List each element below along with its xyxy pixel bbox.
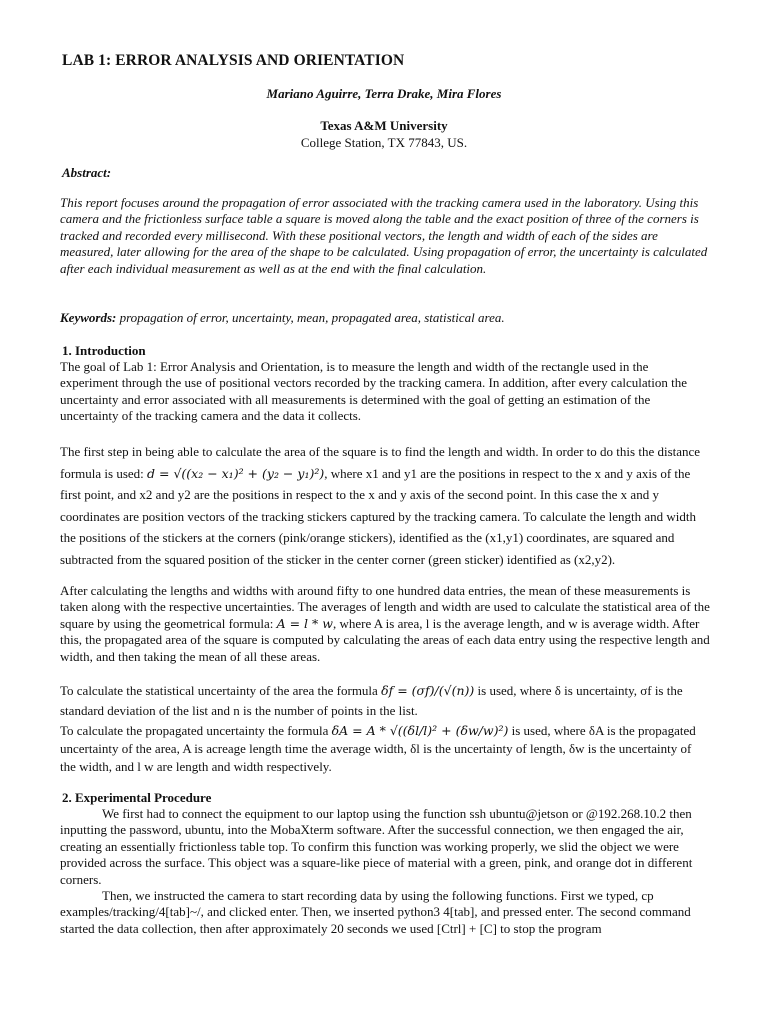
section-heading-procedure: 2. Experimental Procedure xyxy=(62,790,212,805)
statistical-uncertainty-formula: δf = (σf)/(√(n)) xyxy=(381,683,475,698)
distance-formula: d = √((x₂ − x₁)² + (y₂ − y₁)²) xyxy=(147,465,325,481)
area-formula: A = l * w xyxy=(276,615,333,631)
intro-paragraph-1: The goal of Lab 1: Error Analysis and Orientation, is to measure the length and width of the rectangle used in the experiment through the use of positional vectors recorded by the tracking camera. In addition, after every calculation the uncertainty and error associated with all measurements is determined with the goal of getting an estimation of the uncertainty of the tracking camera and the data it collects. xyxy=(60,359,688,424)
abstract-body: This report focuses around the propagation of error associated with the tracking camera used in the laboratory. Using this camera and the frictionless surface table a square is moved along the table and the exact position of three of the corners is tracked and recorded every millisecond. With these positional vectors, the length and width of each of the sides are measured, later allowing for the area of the shape to be calculated. Using propagation of error, the uncertainty is calculated after each individual measurement as well as at the end with the final calculation. xyxy=(60,195,708,276)
section-heading-introduction: 1. Introduction xyxy=(62,343,146,358)
procedure-paragraph-2: Then, we instructed the camera to start recording data by using the following functions. First we typed, cp examples/tracking/4[tab]~/, and clicked enter. Then, we inserted python3 4[tab], and pressed enter. The second command started the data collection, then after approximately 20 seconds we used [Ctrl] + [C] to stop the program xyxy=(60,888,691,936)
intro-p3-text-after: , where A is area, l is the average length, and w is average width. After this, the propagated area of the square is computed by calculating the areas of each data entry using the respective length and width, and then taking the mean of all these areas. xyxy=(60,615,710,664)
propagated-uncertainty-formula: δA = A * √((δl/l)² + (δw/w)²) xyxy=(331,723,509,738)
intro-p4-text-after: is used, where δ is uncertainty, σf is the standard deviation of the list and n is the number of points in the list. xyxy=(60,683,683,718)
affiliation xyxy=(0,117,768,151)
intro-paragraph-3 xyxy=(60,583,710,665)
intro-paragraph-4 xyxy=(60,681,710,721)
intro-p5-text-before: To calculate the propagated uncertainty the formula xyxy=(60,723,332,738)
intro-p2-text-after: , where x1 and y1 are the positions in respect to the x and y axis of the first point, and x2 and y2 are the positions in respect to the x and y axis of the second point. In this case the x and y coordinates are position vectors of the tracking stickers captured by the tracking camera. To calculate the length and width the positions of the stickers at the corners (pink/orange stickers), identified as the (x1,y1) coordinates, are squared and subtracted from the squared position of the sticker in the center corner (green sticker) identified as (x2,y2). xyxy=(60,465,696,567)
intro-p3-text-before: After calculating the lengths and widths with around fifty to one hundred data entries, the mean of these measurements is taken along with the respective uncertainties. The averages of length and width are used to calculate the statistical area of the square by using the geometrical formula: xyxy=(60,583,710,631)
intro-p5-text-after: is used, where δA is the propagated uncertainty of the area, A is acreage length time the average width, δl is the uncertainty of length, δw is the uncertainty of the width, and l w are length and width respectively. xyxy=(60,723,696,774)
paper-title: LAB 1: ERROR ANALYSIS AND ORIENTATION xyxy=(62,52,405,69)
keywords-label: Keywords: xyxy=(60,310,117,325)
university-name: Texas A&M University xyxy=(320,118,448,133)
intro-paragraph-5 xyxy=(60,722,710,776)
intro-p4-text-before: To calculate the statistical uncertainty of the area the formula xyxy=(60,683,382,698)
author-list: Mariano Aguirre, Terra Drake, Mira Flores xyxy=(266,86,502,101)
keywords-line xyxy=(60,310,740,326)
intro-p2-text-before: The first step in being able to calculate the area of the square is to find the length and width. In order to do this the distance formula is used: xyxy=(60,444,701,481)
abstract-heading: Abstract: xyxy=(62,165,112,180)
procedure-paragraph-1: We first had to connect the equipment to our laptop using the function ssh ubuntu@jetson or @192.268.10.2 then inputting the password, ubuntu, into the MobaXterm software. After the successful connection, we then engaged the air, creating an essentially frictionless table top. To confirm this function was working properly, we slid the object we were provided across the surface. This object was a square-like piece of material with a green, pink, and orange dot in different corners. xyxy=(60,806,693,887)
university-location: College Station, TX 77843, US. xyxy=(300,135,468,150)
intro-paragraph-2 xyxy=(60,441,710,570)
keywords-text: propagation of error, uncertainty, mean, propagated area, statistical area. xyxy=(116,310,505,325)
